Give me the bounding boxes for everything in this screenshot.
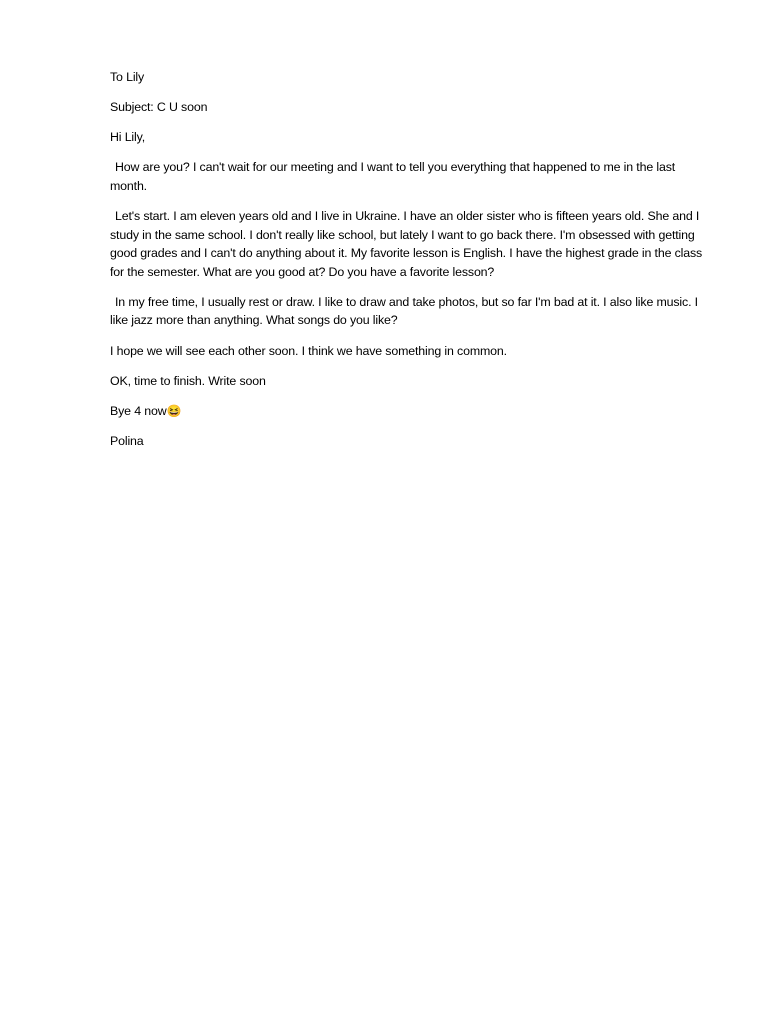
paragraph-about-me: Let's start. I am eleven years old and I live in Ukraine. I have an older sister who is fifteen years old. She and I study in the same school. I don't really like school, but lately I want to go back there. I'm obsessed with getting good grades and I can't do anything about it. My favorite lesson is English. I have the highest grade in the class for the semester. What are you good at? Do you have a favorite lesson? bbox=[110, 208, 703, 279]
greeting-line: Hi Lily, bbox=[110, 130, 146, 145]
subject-line: Subject: C U soon bbox=[110, 100, 208, 115]
paragraph-finish: OK, time to finish. Write soon bbox=[110, 373, 266, 388]
paragraph-intro: How are you? I can't wait for our meeting and I want to tell you everything that happened to me in the last month. bbox=[110, 160, 676, 193]
paragraph-hope: I hope we will see each other soon. I think we have something in common. bbox=[110, 343, 507, 358]
closing-line bbox=[110, 402, 710, 421]
paragraph-free-time: In my free time, I usually rest or draw. I like to draw and take photos, but so far I'm bad at it. I also like music. I like jazz more than anything. What songs do you like? bbox=[110, 294, 698, 328]
closing-text: Bye 4 now bbox=[110, 403, 167, 418]
recipient-line: To Lily bbox=[110, 70, 145, 84]
letter-body bbox=[110, 68, 710, 462]
laughing-emoji-icon: 😆 bbox=[166, 403, 182, 418]
signature-line: Polina bbox=[110, 433, 144, 448]
